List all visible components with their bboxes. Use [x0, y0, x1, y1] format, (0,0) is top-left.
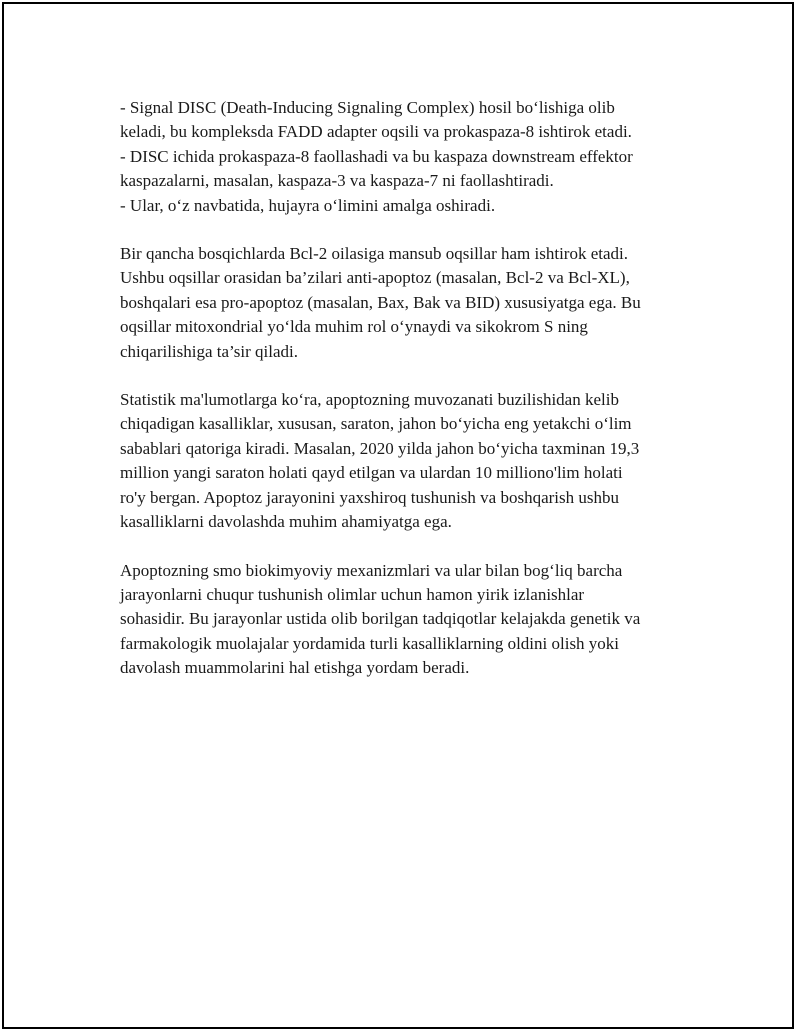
document-page [2, 2, 794, 1029]
statistics-paragraph [120, 388, 720, 534]
paragraph-line: sohasidir. Bu jarayonlar ustida olib borilgan tadqiqotlar kelajakda genetik va [120, 609, 641, 629]
paragraph-line: Statistik ma'lumotlarga ko‘ra, apoptozning muvozanati buzilishidan kelib [120, 390, 619, 410]
list-line: keladi, bu kompleksda FADD adapter oqsili va prokaspaza-8 ishtirok etadi. [120, 122, 632, 142]
paragraph-line: farmakologik muolajalar yordamida turli kasalliklarning oldini olish yoki [120, 633, 620, 653]
paragraph-line: sabablari qatoriga kiradi. Masalan, 2020 yilda jahon bo‘yicha taxminan 19,3 [120, 438, 640, 458]
document-body [120, 96, 720, 705]
conclusion-paragraph [120, 559, 720, 681]
paragraph-line: Ushbu oqsillar orasidan ba’zilari anti-apoptoz (masalan, Bcl-2 va Bcl-XL), [120, 268, 630, 288]
list-line: - DISC ichida prokaspaza-8 faollashadi va bu kaspaza downstream effektor [120, 146, 633, 166]
paragraph-line: oqsillar mitoxondrial yo‘lda muhim rol o‘ynaydi va sikokrom S ning [120, 317, 588, 337]
list-line: - Signal DISC (Death-Inducing Signaling Complex) hosil bo‘lishiga olib [120, 98, 615, 117]
paragraph-line: jarayonlarni chuqur tushunish olimlar uchun hamon yirik izlanishlar [120, 584, 585, 604]
bcl2-paragraph [120, 242, 720, 364]
paragraph-line: ro'y bergan. Apoptoz jarayonini yaxshiroq tushunish va boshqarish ushbu [120, 487, 619, 507]
list-line: - Ular, o‘z navbatida, hujayra o‘limini amalga oshiradi. [120, 195, 496, 215]
paragraph-line: chiqadigan kasalliklar, xususan, saraton, jahon bo‘yicha eng yetakchi o‘lim [120, 414, 632, 434]
paragraph-line: chiqarilishiga ta’sir qiladi. [120, 341, 298, 361]
paragraph-line: boshqalari esa pro-apoptoz (masalan, Bax, Bak va BID) xususiyatga ega. Bu [120, 292, 641, 312]
paragraph-line: davolash muammolarini hal etishga yordam beradi. [120, 658, 470, 678]
paragraph-line: million yangi saraton holati qayd etilgan va ulardan 10 milliono'lim holati [120, 463, 623, 483]
paragraph-line: kasalliklarni davolashda muhim ahamiyatga ega. [120, 512, 452, 532]
paragraph-line: Bir qancha bosqichlarda Bcl-2 oilasiga mansub oqsillar ham ishtirok etadi. [120, 244, 628, 264]
list-line: kaspazalarni, masalan, kaspaza-3 va kaspaza-7 ni faollashtiradi. [120, 171, 554, 191]
caspase-cascade-list [120, 96, 720, 218]
paragraph-line: Apoptozning smo biokimyoviy mexanizmlari va ular bilan bog‘liq barcha [120, 560, 623, 580]
